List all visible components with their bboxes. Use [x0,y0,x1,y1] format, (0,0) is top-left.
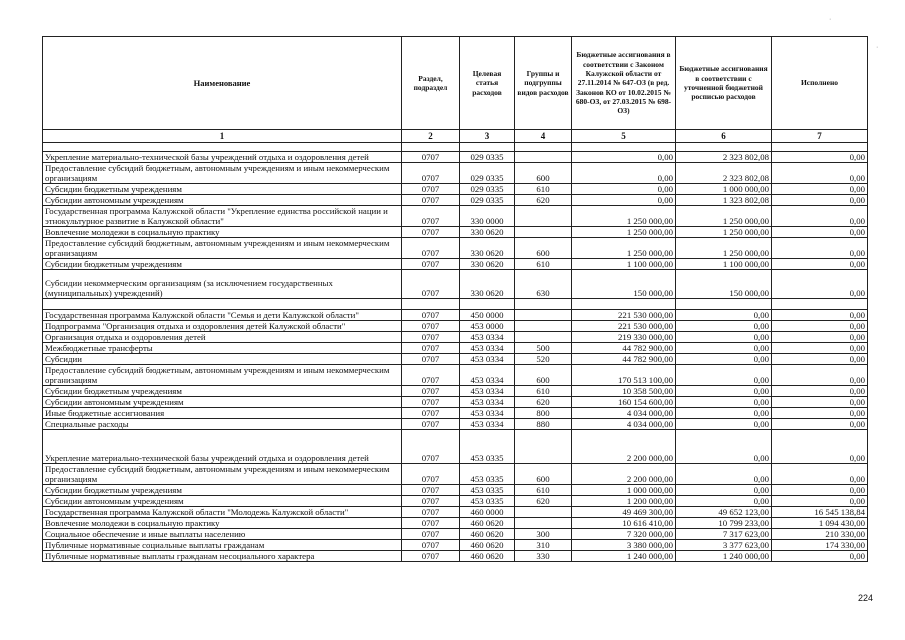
table-row [43,321,868,332]
row-law-amount: 4 034 000,00 [572,408,676,419]
row-refined-amount: 0,00 [676,464,772,485]
row-target-article: 330 0620 [460,259,515,270]
table-row [43,408,868,419]
row-expense-group: 620 [515,496,572,507]
row-refined-amount: 0,00 [676,386,772,397]
row-expense-group: 300 [515,529,572,540]
row-section: 0707 [402,259,460,270]
row-law-amount: 49 469 300,00 [572,507,676,518]
table-row [43,343,868,354]
row-refined-amount: 0,00 [676,354,772,365]
row-name: Предоставление субсидий бюджетным, автономным учреждениям и иным некоммерческим организациям [43,365,402,386]
row-law-amount: 4 034 000,00 [572,419,676,430]
row-refined-amount: 0,00 [676,419,772,430]
table-row [43,195,868,206]
row-law-amount: 44 782 900,00 [572,354,676,365]
row-name: Субсидии бюджетным учреждениям [43,184,402,195]
row-refined-amount: 0,00 [676,310,772,321]
row-refined-amount [676,299,772,310]
table-row [43,354,868,365]
row-section: 0707 [402,507,460,518]
row-law-amount: 0,00 [572,184,676,195]
row-refined-amount: 1 000 000,00 [676,184,772,195]
spacer-cell [676,143,772,152]
spacer-cell [772,143,868,152]
row-executed-amount: 0,00 [772,238,868,259]
row-law-amount: 170 513 100,00 [572,365,676,386]
row-expense-group [515,507,572,518]
header-executed: Исполнено [772,37,868,130]
row-target-article: 453 0000 [460,321,515,332]
row-expense-group: 610 [515,386,572,397]
row-law-amount: 7 320 000,00 [572,529,676,540]
table-row [43,507,868,518]
row-target-article: 460 0620 [460,529,515,540]
row-expense-group: 330 [515,551,572,562]
row-expense-group: 500 [515,343,572,354]
table-row [43,464,868,485]
row-section: 0707 [402,238,460,259]
row-section: 0707 [402,332,460,343]
row-executed-amount: 0,00 [772,496,868,507]
row-target-article: 460 0620 [460,540,515,551]
row-target-article: 029 0335 [460,152,515,163]
row-section: 0707 [402,430,460,464]
row-target-article: 453 0334 [460,386,515,397]
row-refined-amount: 7 317 623,00 [676,529,772,540]
spacer-cell [572,143,676,152]
table-row [43,365,868,386]
row-name [43,299,402,310]
row-executed-amount: 174 330,00 [772,540,868,551]
row-law-amount [572,299,676,310]
row-expense-group: 800 [515,408,572,419]
row-name: Субсидии бюджетным учреждениям [43,386,402,397]
row-law-amount: 0,00 [572,163,676,184]
row-target-article: 453 0334 [460,343,515,354]
row-law-amount: 1 250 000,00 [572,238,676,259]
table-row [43,259,868,270]
row-section: 0707 [402,397,460,408]
row-refined-amount: 2 323 802,08 [676,152,772,163]
row-section: 0707 [402,163,460,184]
row-executed-amount: 0,00 [772,310,868,321]
row-executed-amount: 0,00 [772,184,868,195]
row-refined-amount: 1 250 000,00 [676,238,772,259]
col-number: 1 [43,130,402,143]
row-executed-amount: 0,00 [772,321,868,332]
row-expense-group [515,152,572,163]
row-name: Государственная программа Калужской области "Семья и дети Калужской области" [43,310,402,321]
row-section: 0707 [402,195,460,206]
row-refined-amount: 1 240 000,00 [676,551,772,562]
row-expense-group: 620 [515,397,572,408]
row-refined-amount: 1 100 000,00 [676,259,772,270]
row-target-article: 330 0620 [460,227,515,238]
row-name: Предоставление субсидий бюджетным, автономным учреждениям и иным некоммерческим организациям [43,238,402,259]
table-header [43,37,868,130]
row-expense-group: 630 [515,270,572,299]
budget-table [42,36,868,562]
row-name: Публичные нормативные выплаты гражданам несоциального характера [43,551,402,562]
row-executed-amount: 0,00 [772,163,868,184]
col-number: 4 [515,130,572,143]
header-refined-allocations: Бюджетные ассигнования в соответствии с уточненной бюджетной росписью расходов [676,37,772,130]
row-target-article: 453 0334 [460,354,515,365]
row-executed-amount: 1 094 430,00 [772,518,868,529]
row-law-amount: 0,00 [572,152,676,163]
row-target-article: 460 0000 [460,507,515,518]
row-target-article: 453 0334 [460,419,515,430]
row-expense-group [515,227,572,238]
row-target-article: 460 0620 [460,551,515,562]
row-target-article: 450 0000 [460,310,515,321]
row-section: 0707 [402,321,460,332]
table-row [43,485,868,496]
row-refined-amount: 0,00 [676,496,772,507]
header-law-allocations: Бюджетные ассигнования в соответствии с Законом Калужской области от 27.11.2014 № 647-ОЗ (в ред. Законов КО от 10.02.2015 № 680-ОЗ, от 27.03.2015 № 698-ОЗ) [572,37,676,130]
row-expense-group: 600 [515,238,572,259]
row-name: Государственная программа Калужской области "Укрепление единства российской нации и этнокультурное развитие в Калужской области" [43,206,402,227]
row-refined-amount: 49 652 123,00 [676,507,772,518]
row-target-article: 453 0335 [460,464,515,485]
row-law-amount: 2 200 000,00 [572,464,676,485]
spacer-cell [515,143,572,152]
row-target-article: 453 0334 [460,408,515,419]
row-executed-amount: 0,00 [772,227,868,238]
table-row [43,386,868,397]
row-executed-amount: 0,00 [772,485,868,496]
row-refined-amount: 1 250 000,00 [676,227,772,238]
row-refined-amount: 1 250 000,00 [676,206,772,227]
row-refined-amount: 3 377 623,00 [676,540,772,551]
row-law-amount: 0,00 [572,195,676,206]
row-section: 0707 [402,310,460,321]
row-expense-group: 610 [515,184,572,195]
row-name: Иные бюджетные ассигнования [43,408,402,419]
table-row [43,430,868,464]
row-name: Субсидии автономным учреждениям [43,397,402,408]
table-row [43,518,868,529]
row-name: Публичные нормативные социальные выплаты гражданам [43,540,402,551]
row-expense-group: 620 [515,195,572,206]
row-law-amount: 10 616 410,00 [572,518,676,529]
header-target-article: Целевая статья расходов [460,37,515,130]
row-expense-group: 880 [515,419,572,430]
table-row [43,529,868,540]
table-row [43,540,868,551]
row-name: Укрепление материально-технической базы учреждений отдыха и оздоровления детей [43,152,402,163]
row-law-amount: 150 000,00 [572,270,676,299]
row-expense-group: 600 [515,464,572,485]
table-row [43,152,868,163]
row-expense-group [515,518,572,529]
col-number: 5 [572,130,676,143]
table-row [43,184,868,195]
row-section: 0707 [402,270,460,299]
table-row [43,206,868,227]
row-section: 0707 [402,408,460,419]
table-row [43,227,868,238]
row-refined-amount: 0,00 [676,365,772,386]
spacer-cell [402,143,460,152]
spacer-row [43,299,868,310]
row-executed-amount [772,299,868,310]
row-section: 0707 [402,485,460,496]
row-law-amount: 160 154 600,00 [572,397,676,408]
row-section: 0707 [402,518,460,529]
row-expense-group: 610 [515,485,572,496]
table-row [43,163,868,184]
scan-mark: · [829,16,832,23]
row-executed-amount: 0,00 [772,152,868,163]
row-executed-amount: 0,00 [772,430,868,464]
row-name: Вовлечение молодежи в социальную практику [43,227,402,238]
row-target-article: 453 0335 [460,430,515,464]
row-executed-amount: 0,00 [772,551,868,562]
row-name: Субсидии бюджетным учреждениям [43,259,402,270]
row-name: Укрепление материально-технической базы учреждений отдыха и оздоровления детей [43,430,402,464]
spacer-cell [460,143,515,152]
row-law-amount: 1 250 000,00 [572,206,676,227]
row-name: Субсидии [43,354,402,365]
table-row [43,397,868,408]
row-section: 0707 [402,184,460,195]
row-expense-group: 520 [515,354,572,365]
row-refined-amount: 2 323 802,08 [676,163,772,184]
row-section: 0707 [402,529,460,540]
row-name: Субсидии бюджетным учреждениям [43,485,402,496]
row-name: Вовлечение молодежи в социальную практику [43,518,402,529]
spacer-cell [43,143,402,152]
row-refined-amount: 0,00 [676,397,772,408]
row-executed-amount: 0,00 [772,386,868,397]
row-section: 0707 [402,419,460,430]
row-name: Субсидии некоммерческим организациям (за исключением государственных (муниципальных) учреждений) [43,270,402,299]
row-expense-group [515,299,572,310]
row-refined-amount: 150 000,00 [676,270,772,299]
row-executed-amount: 16 545 138,84 [772,507,868,518]
row-name: Специальные расходы [43,419,402,430]
row-target-article: 029 0335 [460,184,515,195]
row-target-article [460,299,515,310]
row-law-amount: 3 380 000,00 [572,540,676,551]
row-executed-amount: 0,00 [772,365,868,386]
row-refined-amount: 0,00 [676,485,772,496]
row-executed-amount: 0,00 [772,354,868,365]
col-number: 3 [460,130,515,143]
row-executed-amount: 0,00 [772,397,868,408]
row-executed-amount: 0,00 [772,419,868,430]
row-executed-amount: 0,00 [772,332,868,343]
row-refined-amount: 0,00 [676,430,772,464]
header-expense-groups: Группы и подгруппы видов расходов [515,37,572,130]
row-section: 0707 [402,227,460,238]
row-target-article: 330 0620 [460,270,515,299]
row-target-article: 460 0620 [460,518,515,529]
table-row [43,270,868,299]
row-law-amount: 221 530 000,00 [572,321,676,332]
row-target-article: 453 0335 [460,496,515,507]
row-expense-group [515,430,572,464]
row-target-article: 453 0334 [460,397,515,408]
row-executed-amount: 0,00 [772,464,868,485]
row-executed-amount: 0,00 [772,206,868,227]
table-row [43,419,868,430]
header-section: Раздел, подраздел [402,37,460,130]
row-section: 0707 [402,551,460,562]
column-number-row [43,130,868,143]
row-law-amount: 1 250 000,00 [572,227,676,238]
row-law-amount: 2 200 000,00 [572,430,676,464]
row-law-amount: 10 358 500,00 [572,386,676,397]
row-section [402,299,460,310]
row-refined-amount: 0,00 [676,321,772,332]
header-name: Наименование [43,37,402,130]
row-expense-group: 600 [515,365,572,386]
row-target-article: 453 0334 [460,365,515,386]
row-name: Предоставление субсидий бюджетным, автономным учреждениям и иным некоммерческим организациям [43,464,402,485]
row-law-amount: 1 200 000,00 [572,496,676,507]
row-refined-amount: 1 323 802,08 [676,195,772,206]
row-target-article: 453 0334 [460,332,515,343]
row-executed-amount: 0,00 [772,259,868,270]
row-section: 0707 [402,496,460,507]
row-expense-group: 600 [515,163,572,184]
row-refined-amount: 0,00 [676,408,772,419]
row-name: Субсидии автономным учреждениям [43,496,402,507]
row-refined-amount: 10 799 233,00 [676,518,772,529]
row-target-article: 029 0335 [460,163,515,184]
table-body [43,130,868,562]
row-section: 0707 [402,540,460,551]
col-number: 6 [676,130,772,143]
row-target-article: 330 0620 [460,238,515,259]
page-number: 224 [858,593,874,603]
row-name: Организация отдыха и оздоровления детей [43,332,402,343]
row-section: 0707 [402,206,460,227]
row-law-amount: 1 000 000,00 [572,485,676,496]
row-name: Межбюджетные трансферты [43,343,402,354]
row-executed-amount: 0,00 [772,408,868,419]
row-executed-amount: 0,00 [772,343,868,354]
table-row [43,551,868,562]
table-row [43,496,868,507]
col-number: 2 [402,130,460,143]
row-law-amount: 1 240 000,00 [572,551,676,562]
row-section: 0707 [402,365,460,386]
row-section: 0707 [402,464,460,485]
row-expense-group: 310 [515,540,572,551]
row-executed-amount: 0,00 [772,270,868,299]
row-law-amount: 221 530 000,00 [572,310,676,321]
row-expense-group: 610 [515,259,572,270]
row-section: 0707 [402,354,460,365]
row-refined-amount: 0,00 [676,332,772,343]
row-law-amount: 219 330 000,00 [572,332,676,343]
spacer-row [43,143,868,152]
row-expense-group [515,206,572,227]
col-number: 7 [772,130,868,143]
row-law-amount: 1 100 000,00 [572,259,676,270]
row-name: Социальное обеспечение и иные выплаты населению [43,529,402,540]
row-expense-group [515,321,572,332]
row-executed-amount: 0,00 [772,195,868,206]
row-executed-amount: 210 330,00 [772,529,868,540]
row-target-article: 453 0335 [460,485,515,496]
row-expense-group [515,332,572,343]
row-law-amount: 44 782 900,00 [572,343,676,354]
row-name: Подпрограмма "Организация отдыха и оздоровления детей Калужской области" [43,321,402,332]
scan-mark: · [876,44,879,51]
row-name: Государственная программа Калужской области "Молодежь Калужской области" [43,507,402,518]
row-section: 0707 [402,386,460,397]
row-target-article: 029 0335 [460,195,515,206]
row-target-article: 330 0000 [460,206,515,227]
row-expense-group [515,310,572,321]
table-row [43,310,868,321]
row-section: 0707 [402,343,460,354]
row-name: Предоставление субсидий бюджетным, автономным учреждениям и иным некоммерческим организациям [43,163,402,184]
row-section: 0707 [402,152,460,163]
table-row [43,238,868,259]
row-refined-amount: 0,00 [676,343,772,354]
table-row [43,332,868,343]
row-name: Субсидии автономным учреждениям [43,195,402,206]
